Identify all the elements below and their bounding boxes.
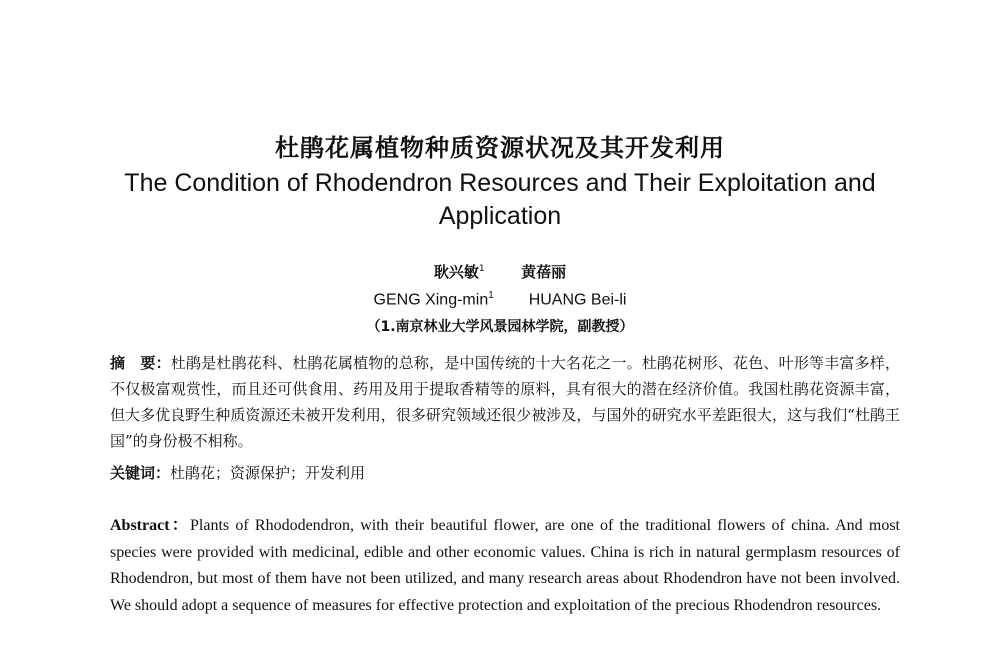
affiliation: （1.南京林业大学风景园林学院，副教授） (366, 319, 634, 335)
keywords-chinese (110, 460, 900, 486)
authors-chinese (0, 261, 1000, 282)
abstract-chinese-text: 杜鹃是杜鹃花科、杜鹃花属植物的总称，是中国传统的十大名花之一。杜鹃花树形、花色、叶形等丰富多样，不仅极富观赏性，而且还可供食用、药用及用于提取香精等的原料，具有很大的潜在经济价值。我国杜鹃花资源丰富，但大多优良野生种质资源还未被开发利用，很多研究领域还很少被涉及，与国外的研究水平差距很大，这与我们“杜鹃王国”的身份极不相称。 (110, 354, 900, 450)
keywords-text: 杜鹃花；资源保护；开发利用 (170, 464, 366, 482)
author-name: HUANG Bei-li (528, 291, 627, 309)
abstract-english-text: Plants of Rhododendron, with their beautiful flower, are one of the traditional flowers of china. And most species were provided with medicinal, edible and other economic values. China is rich in natural germplasm resources of Rhodendron, but most of them have not been utilized, and many research areas about Rhodendron have not been involved. We should adopt a sequence of measures for effective protection and exploitation of the precious Rhodendron resources. (110, 517, 900, 614)
abstract-chinese (110, 350, 900, 454)
author-name: 耿兴敏 (433, 263, 479, 281)
abstract-chinese-label: 摘 要： (110, 354, 171, 372)
keywords-label: 关键词： (110, 464, 171, 482)
author-name: 黄蓓丽 (521, 263, 567, 281)
author-name: GENG Xing-min (373, 291, 489, 309)
title-chinese: 杜鹃花属植物种质资源状况及其开发利用 (275, 134, 725, 162)
abstract-english-label: Abstract： (110, 517, 190, 534)
author-affiliation-mark: 1 (488, 290, 494, 301)
author-affiliation-mark: 1 (478, 264, 485, 274)
authors-english (0, 290, 1000, 309)
abstract-english (110, 513, 900, 619)
title-english: The Condition of Rhodendron Resources and Their Exploitation and Application (124, 169, 876, 230)
